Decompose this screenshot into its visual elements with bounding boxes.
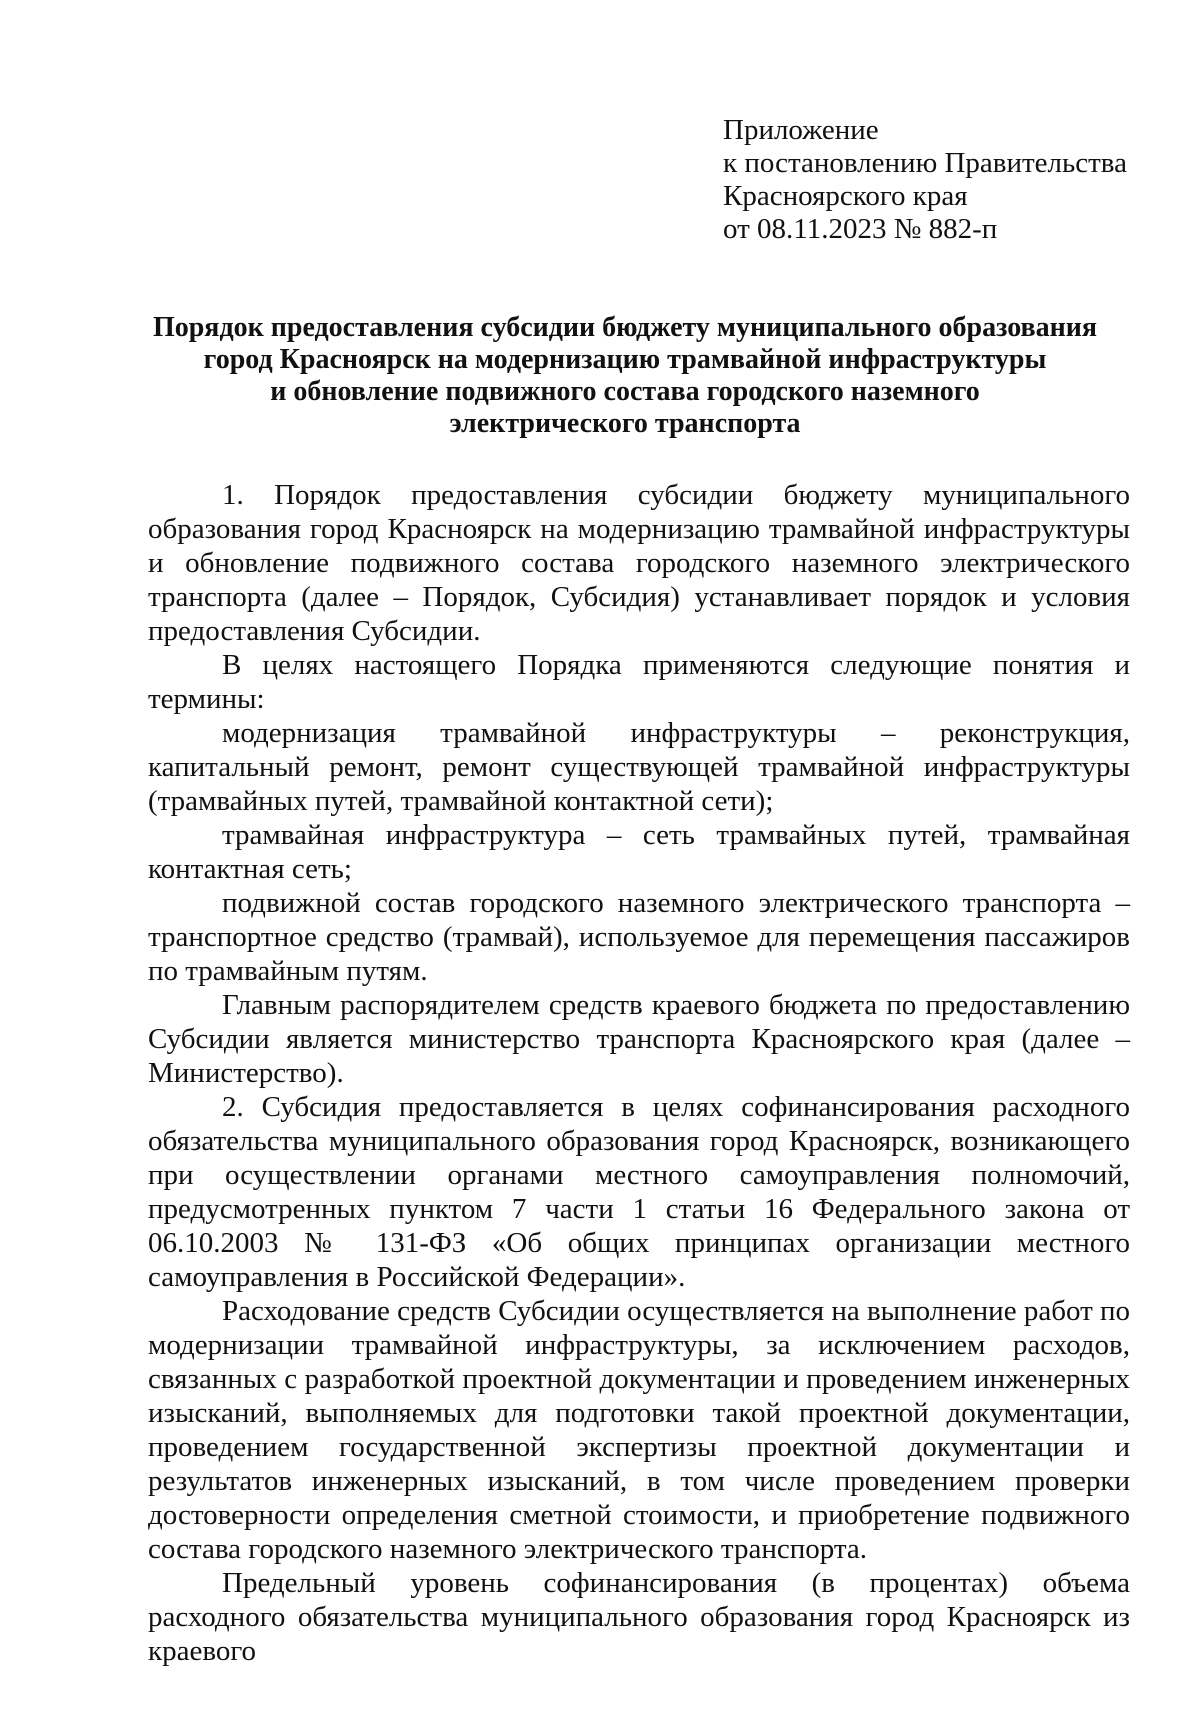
paragraph-spending: Расходование средств Субсидии осуществляется на выполнение работ по модернизации трамвайной инфраструктуры, за исключением расходов, связанных с разработкой проектной документации и проведением инженерных изысканий, выполняемых для подготовки такой проектной документации, проведением государственной экспертизы проектной документации и результатов инженерных изысканий, в том числе проведением проверки достоверности определения сметной стоимости, и приобретение подвижного состава городского наземного электрического транспорта. [148, 1295, 1131, 1565]
paragraph-1: 1. Порядок предоставления субсидии бюджету муниципального образования город Красноярск на модернизацию трамвайной инфраструктуры и обновление подвижного состава городского наземного электрического транспорта (далее – Порядок, Субсидия) устанавливает порядок и условия предоставления Субсидии. [148, 479, 1130, 647]
appendix-line: к постановлению Правительства [723, 147, 1127, 179]
title-line: и обновление подвижного состава городского наземного [270, 376, 980, 407]
appendix-line: Приложение [723, 114, 879, 146]
document-body [148, 478, 1130, 1668]
title-line: Порядок предоставления субсидии бюджету муниципального образования [152, 312, 1098, 343]
paragraph-cofinancing-level: Предельный уровень софинансирования (в процентах) объема расходного обязательства муниципального образования город Красноярск из краевого [148, 1567, 1130, 1667]
paragraph-2: 2. Субсидия предоставляется в целях софинансирования расходного обязательства муниципального образования город Красноярск, возникающего при осуществлении органами местного самоуправления полномочий, предусмотренных пунктом 7 части 1 статьи 16 Федерального закона от 06.10.2003 № 131-ФЗ «Об общих принципах организации местного самоуправления в Российской Федерации». [148, 1091, 1130, 1293]
paragraph-main-manager: Главным распорядителем средств краевого бюджета по предоставлению Субсидии является министерство транспорта Красноярского края (далее – Министерство). [148, 989, 1130, 1089]
title-line: город Красноярск на модернизацию трамвайной инфраструктуры [203, 344, 1047, 375]
appendix-block [723, 114, 1127, 246]
paragraph-term-infrastructure: трамвайная инфраструктура – сеть трамвайных путей, трамвайная контактная сеть; [148, 819, 1130, 885]
title-line: электрического транспорта [449, 408, 801, 439]
appendix-line: от 08.11.2023 № 882-п [723, 213, 998, 245]
document-title [130, 312, 1120, 440]
paragraph-terms-intro: В целях настоящего Порядка применяются следующие понятия и термины: [148, 649, 1130, 715]
paragraph-term-modernization: модернизация трамвайной инфраструктуры – реконструкция, капитальный ремонт, ремонт существующей трамвайной инфраструктуры (трамвайных путей, трамвайной контактной сети); [148, 717, 1130, 817]
appendix-line: Красноярского края [723, 180, 968, 212]
paragraph-term-rolling-stock: подвижной состав городского наземного электрического транспорта – транспортное средство (трамвай), используемое для перемещения пассажиров по трамвайным путям. [148, 887, 1130, 987]
